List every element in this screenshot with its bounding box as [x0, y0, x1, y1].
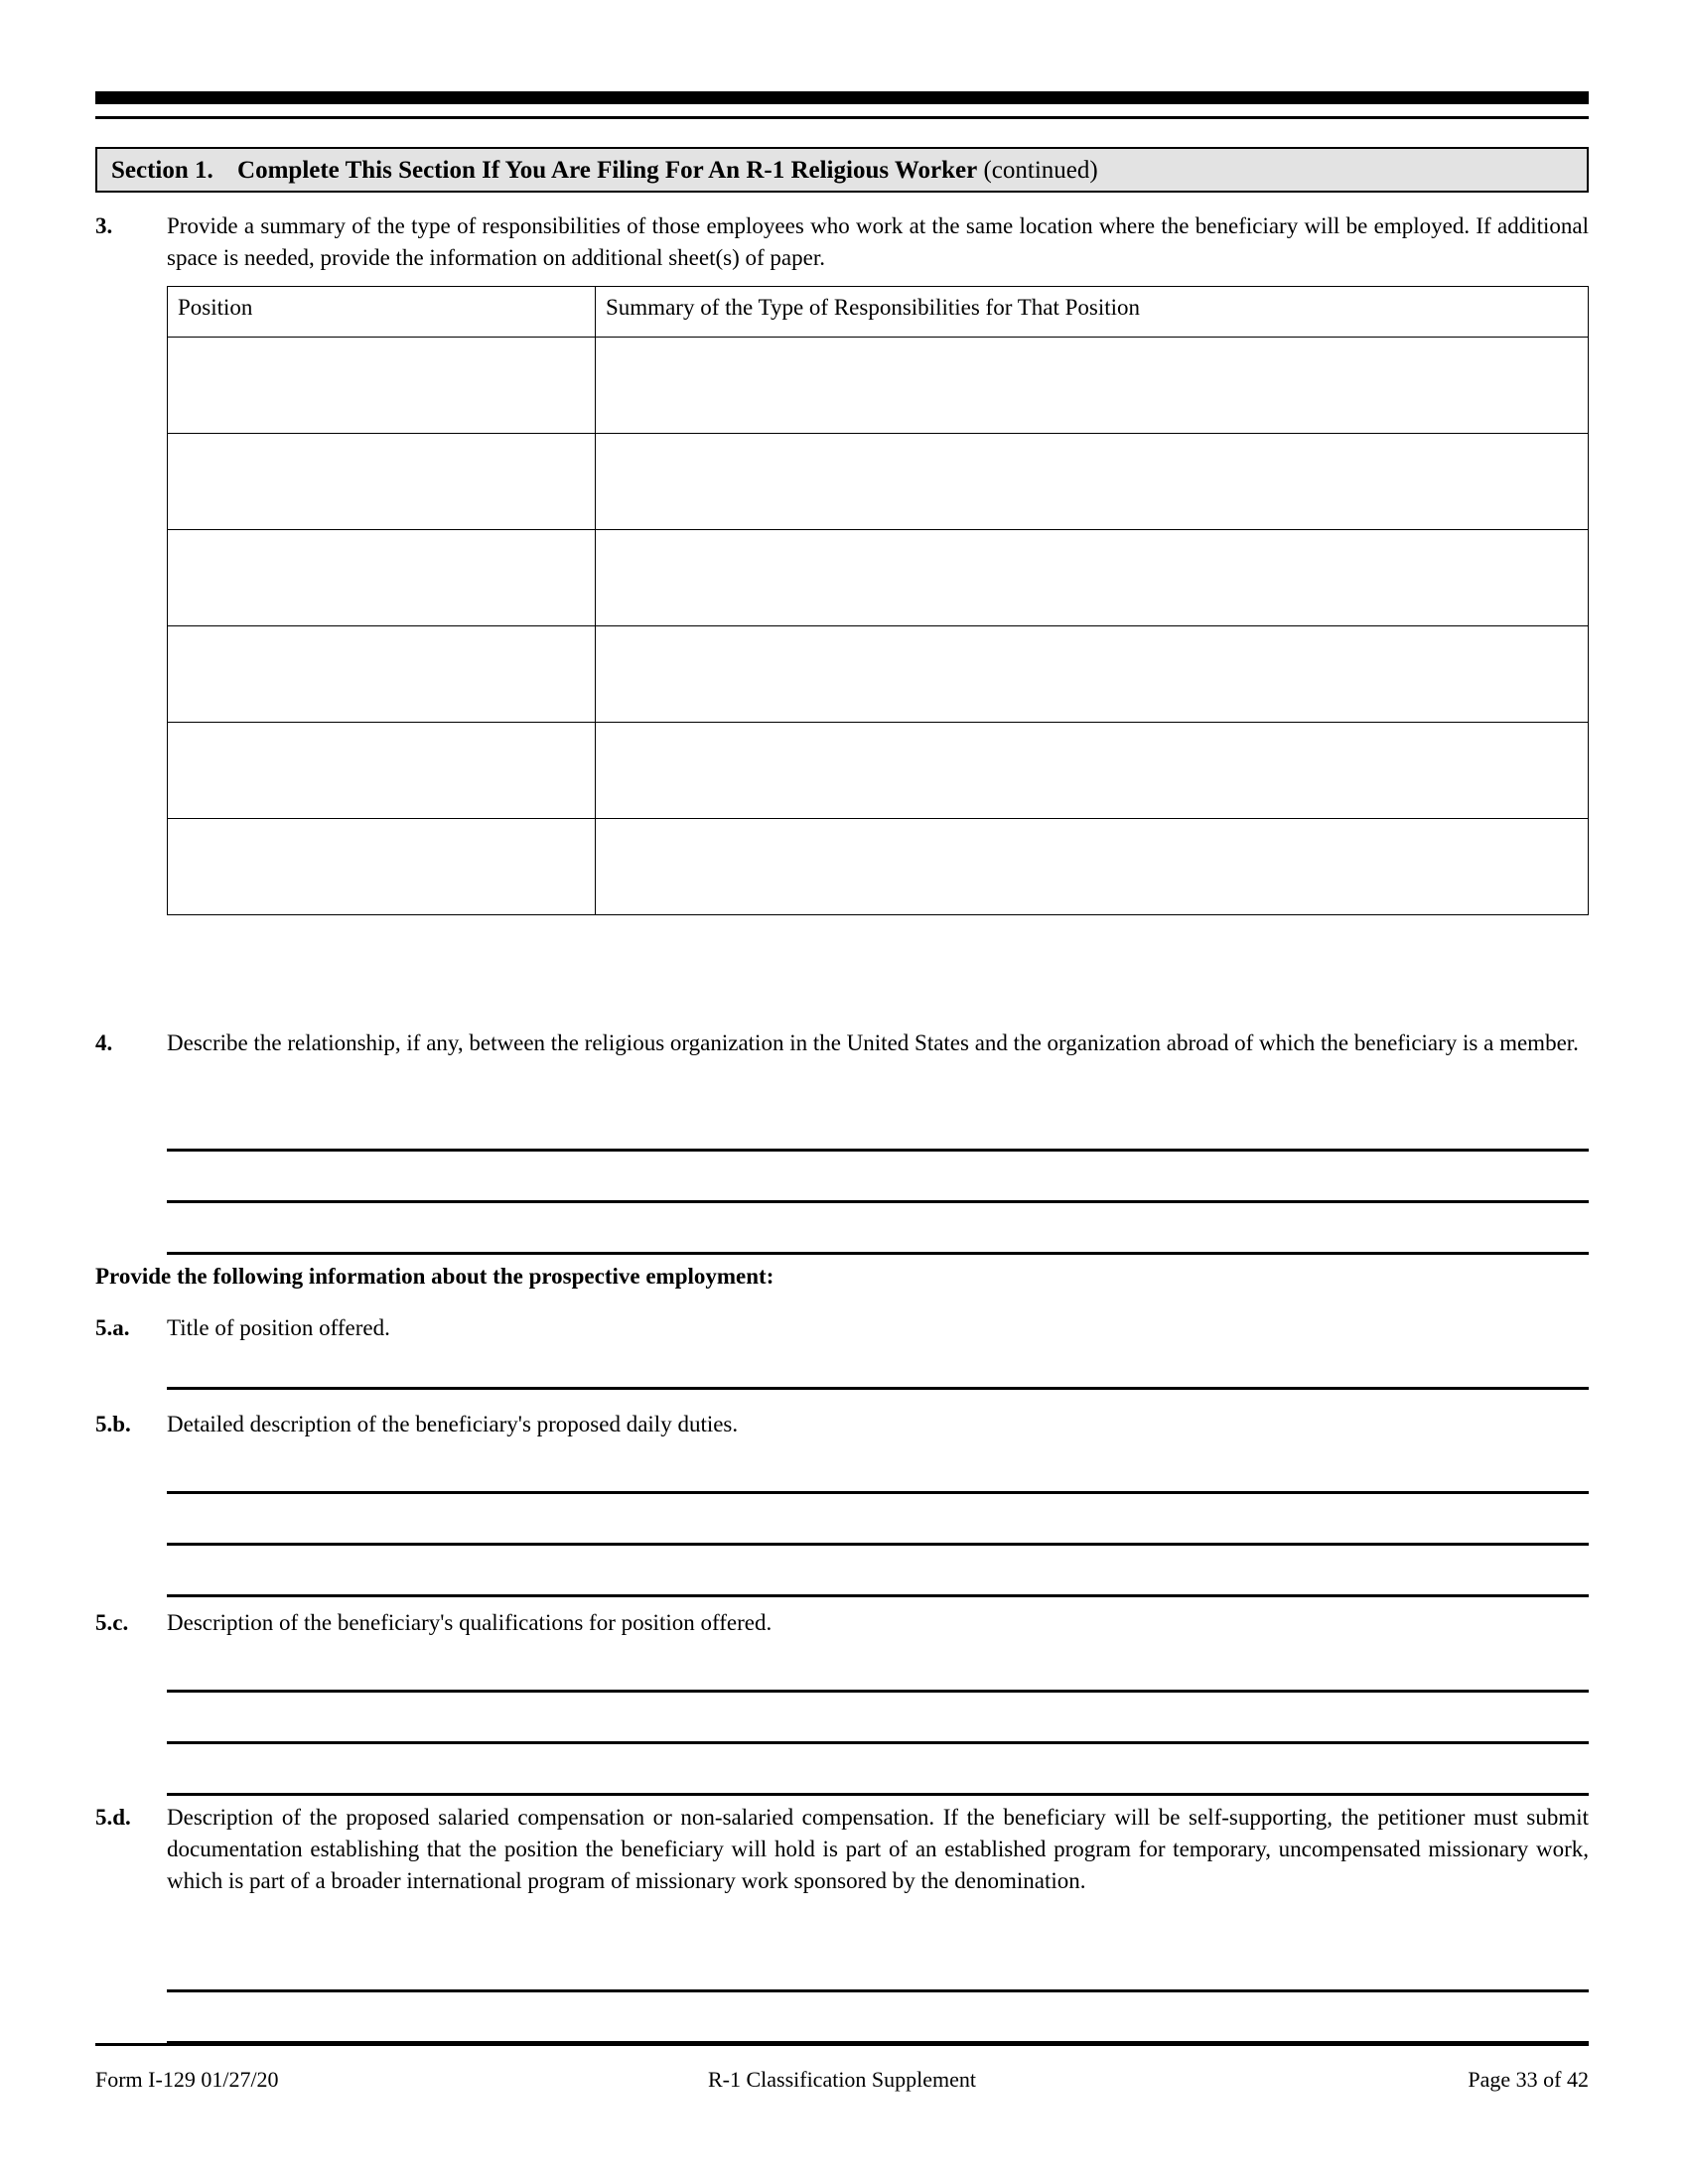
table-cell-summary[interactable] — [596, 819, 1589, 915]
item-5c-text: Description of the beneficiary's qualifications for position offered. — [167, 1610, 773, 1635]
item-5c — [95, 1607, 1589, 1639]
item-3-number: 3. — [95, 213, 113, 238]
table-header-position: Position — [168, 287, 596, 338]
item-4-text: Describe the relationship, if any, between the religious organization in the United States and the organization abroad of which the beneficiary is a member. — [167, 1030, 1579, 1055]
item-4-answer-line-1[interactable] — [167, 1149, 1589, 1152]
item-5a-number: 5.a. — [95, 1315, 130, 1340]
section-header-text — [97, 158, 1098, 183]
item-5c-number: 5.c. — [95, 1610, 129, 1635]
item-3-text: Provide a summary of the type of responsibilities of those employees who work at the same location where the beneficiary will be employed. If additional space is needed, provide the information on additional sheet(s) of paper. — [167, 213, 1589, 270]
section-number: Section 1. — [111, 156, 213, 184]
footer-rule — [95, 2043, 1589, 2046]
table-cell-summary[interactable] — [596, 530, 1589, 626]
table-cell-summary[interactable] — [596, 723, 1589, 819]
footer-form-id: Form I-129 01/27/20 — [95, 2067, 279, 2092]
table-header-row — [168, 287, 1589, 338]
item-5b-answer-line-1[interactable] — [167, 1491, 1589, 1494]
page-footer — [95, 2063, 1589, 2097]
table-row[interactable] — [168, 723, 1589, 819]
table-cell-position[interactable] — [168, 626, 596, 723]
item-5d-text: Description of the proposed salaried compensation or non-salaried compensation. If the beneficiary will be self-supporting, the petitioner must submit documentation establishing that the position the beneficiary will hold is part of an established program for temporary, uncompensated missionary work, which is part of a broader international program of missionary work sponsored by the denomination. — [167, 1805, 1589, 1893]
header-thin-rule — [95, 116, 1589, 119]
item-5b — [95, 1409, 1589, 1440]
table-cell-summary[interactable] — [596, 626, 1589, 723]
header-thick-rule — [95, 91, 1589, 104]
item-4 — [95, 1027, 1589, 1059]
item-4-answer-line-2[interactable] — [167, 1200, 1589, 1203]
item-4-number: 4. — [95, 1030, 113, 1055]
table-cell-position[interactable] — [168, 530, 596, 626]
table-row[interactable] — [168, 434, 1589, 530]
item-5a-answer-line-1[interactable] — [167, 1387, 1589, 1390]
item-5b-answer-line-3[interactable] — [167, 1594, 1589, 1597]
table-row[interactable] — [168, 819, 1589, 915]
footer-form-name: R-1 Classification Supplement — [707, 2067, 977, 2092]
table-cell-position[interactable] — [168, 338, 596, 434]
item-5a — [95, 1312, 1589, 1344]
table-row[interactable] — [168, 626, 1589, 723]
table-cell-summary[interactable] — [596, 434, 1589, 530]
item-5b-number: 5.b. — [95, 1412, 131, 1436]
footer-page-number: Page 33 of 42 — [1468, 2067, 1589, 2092]
section-header-band — [95, 147, 1589, 193]
table-row[interactable] — [168, 338, 1589, 434]
item-5d — [95, 1802, 1589, 1897]
table-cell-summary[interactable] — [596, 338, 1589, 434]
prospective-employment-heading: Provide the following information about the prospective employment: — [95, 1264, 774, 1289]
item-5c-answer-line-3[interactable] — [167, 1793, 1589, 1796]
item-5c-answer-line-2[interactable] — [167, 1741, 1589, 1744]
table-cell-position[interactable] — [168, 723, 596, 819]
item-3 — [95, 210, 1589, 274]
item-5a-text: Title of position offered. — [167, 1315, 390, 1340]
section-continued-label: (continued) — [983, 156, 1098, 184]
section-title: Complete This Section If You Are Filing For An R-1 Religious Worker — [237, 156, 978, 184]
item-5c-answer-line-1[interactable] — [167, 1690, 1589, 1693]
table-cell-position[interactable] — [168, 819, 596, 915]
item-5b-text: Detailed description of the beneficiary's proposed daily duties. — [167, 1412, 739, 1436]
table-header-summary: Summary of the Type of Responsibilities for That Position — [596, 287, 1589, 338]
item-5b-answer-line-2[interactable] — [167, 1543, 1589, 1546]
item-5d-number: 5.d. — [95, 1805, 131, 1830]
table-cell-position[interactable] — [168, 434, 596, 530]
item-5d-answer-line-1[interactable] — [167, 1989, 1589, 1992]
table-row[interactable] — [168, 530, 1589, 626]
responsibilities-table — [167, 286, 1589, 915]
item-4-answer-line-3[interactable] — [167, 1252, 1589, 1255]
